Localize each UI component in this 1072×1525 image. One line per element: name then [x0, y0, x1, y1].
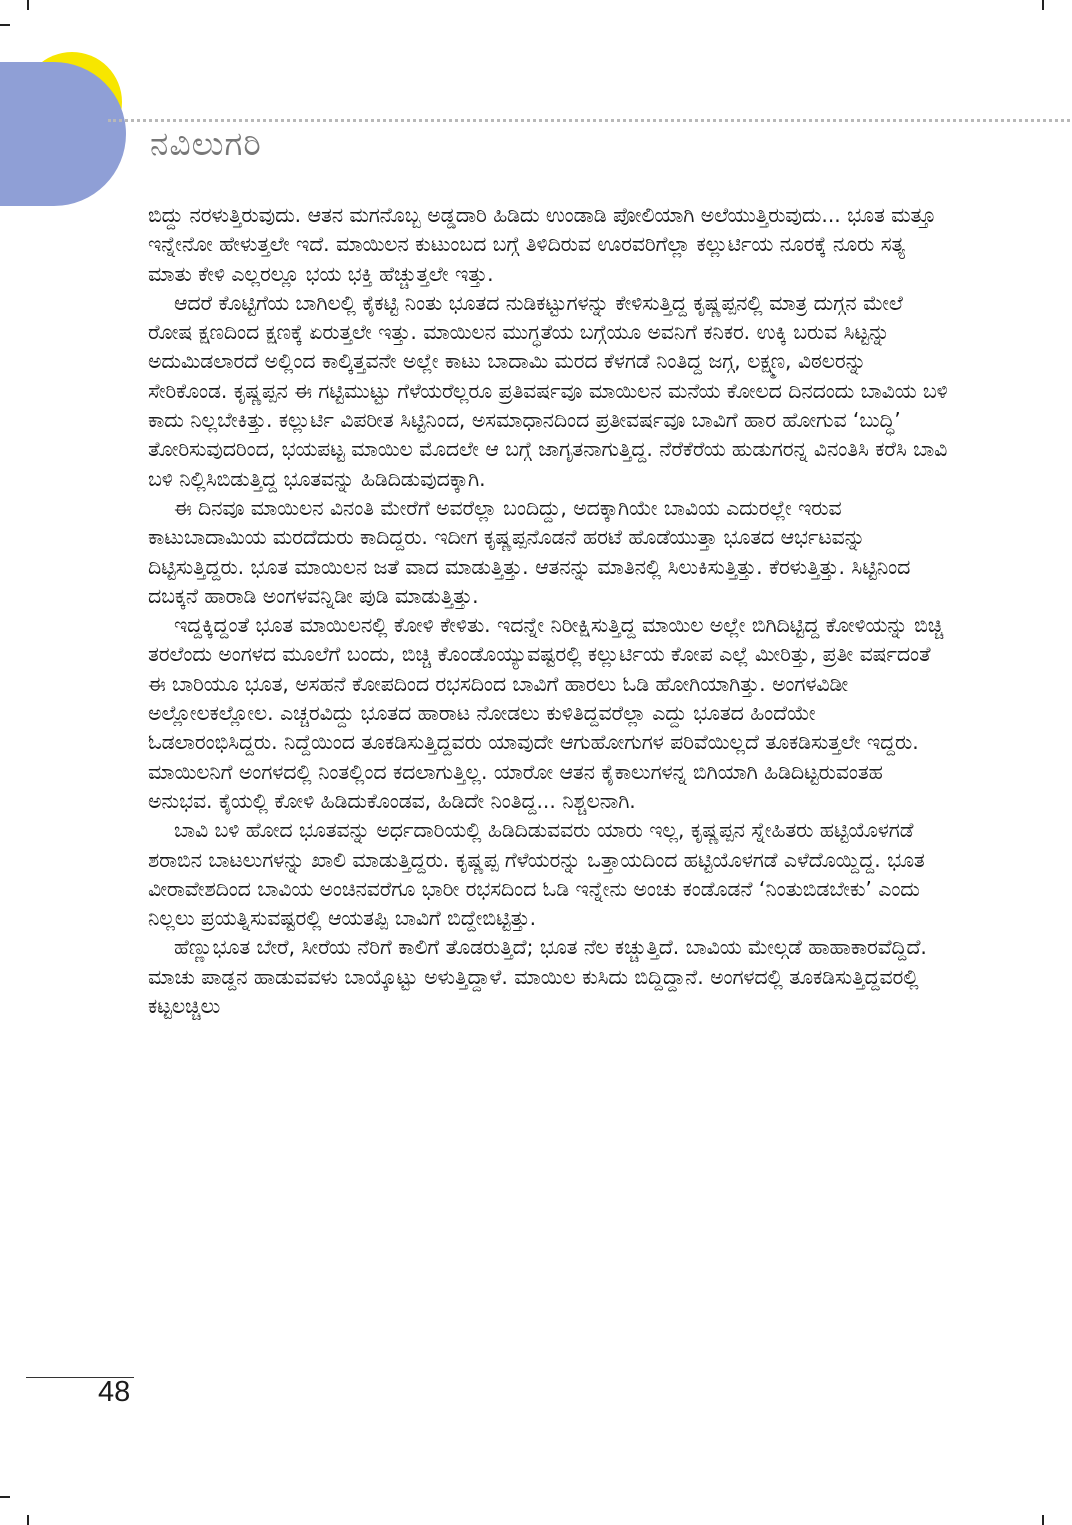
paragraph: ಈ ದಿನವೂ ಮಾಯಿಲನ ವಿನಂತಿ ಮೇರೆಗೆ ಅವರೆಲ್ಲಾ ಬಂದಿದ್ದು, ಅದಕ್ಕಾಗಿಯೇ ಬಾವಿಯ ಎದುರಲ್ಲೇ ಇರುವ ಕಾಟುಬಾದಾಮಿಯ ಮರದೆದುರು ಕಾದಿದ್ದರು. ಇದೀಗ ಕೃಷ್ಣಪ್ಪನೊಡನೆ ಹರಟೆ ಹೊಡೆಯುತ್ತಾ ಭೂತದ ಆರ್ಭಟವನ್ನು ದಿಟ್ಟಿಸುತ್ತಿದ್ದರು. ಭೂತ ಮಾಯಿಲನ ಜತೆ ವಾದ ಮಾಡುತ್ತಿತ್ತು. ಆತನನ್ನು ಮಾತಿನಲ್ಲಿ ಸಿಲುಕಿಸುತ್ತಿತ್ತು. ಕೆರಳುತ್ತಿತ್ತು. ಸಿಟ್ಟಿನಿಂದ ದಬಕ್ಕನೆ ಹಾರಾಡಿ ಅಂಗಳವನ್ನಿಡೀ ಪುಡಿ ಮಾಡುತ್ತಿತ್ತು. — [148, 495, 911, 608]
crop-mark-bottom-left-side — [0, 1496, 10, 1498]
paragraph: ಬಾವಿ ಬಳಿ ಹೋದ ಭೂತವನ್ನು ಅರ್ಧದಾರಿಯಲ್ಲಿ ಹಿಡಿದಿಡುವವರು ಯಾರು ಇಲ್ಲ, ಕೃಷ್ಣಪ್ಪನ ಸ್ನೇಹಿತರು ಹಟ್ಟಿಯೊಳಗಡೆ ಶರಾಬಿನ ಬಾಟಲುಗಳನ್ನು ಖಾಲಿ ಮಾಡುತ್ತಿದ್ದರು. ಕೃಷ್ಣಪ್ಪ ಗೆಳೆಯರನ್ನು ಒತ್ತಾಯದಿಂದ ಹಟ್ಟಿಯೊಳಗಡೆ ಎಳೆದೊಯ್ದಿದ್ದ. ಭೂತ ವೀರಾವೇಶದಿಂದ ಬಾವಿಯ ಅಂಚಿನವರೆಗೂ ಭಾರೀ ರಭಸದಿಂದ ಓಡಿ ಇನ್ನೇನು ಅಂಚು ಕಂಡೊಡನೆ ‘ನಿಂತುಬಿಡಬೇಕು’ ಎಂದು ನಿಲ್ಲಲು ಪ್ರಯತ್ನಿಸುವಷ್ಟರಲ್ಲಿ ಆಯತಪ್ಪಿ ಬಾವಿಗೆ ಬಿದ್ದೇಬಿಟ್ಟಿತ್ತು. — [148, 818, 925, 931]
body-text — [148, 201, 948, 1021]
paragraph: ಬಿದ್ದು ನರಳುತ್ತಿರುವುದು. ಆತನ ಮಗನೊಬ್ಬ ಅಡ್ಡದಾರಿ ಹಿಡಿದು ಉಂಡಾಡಿ ಪೋಲಿಯಾಗಿ ಅಲೆಯುತ್ತಿರುವುದು... ಭೂತ ಮತ್ತೂ ಇನ್ನೇನೋ ಹೇಳುತ್ತಲೇ ಇದೆ. ಮಾಯಿಲನ ಕುಟುಂಬದ ಬಗ್ಗೆ ತಿಳಿದಿರುವ ಊರವರಿಗೆಲ್ಲಾ ಕಲ್ಲುರ್ಟಿಯ ನೂರಕ್ಕೆ ನೂರು ಸತ್ಯ ಮಾತು ಕೇಳಿ ಎಲ್ಲರಲ್ಲೂ ಭಯ ಭಕ್ತಿ ಹೆಚ್ಚುತ್ತಲೇ ಇತ್ತು. — [148, 203, 936, 286]
paragraph: ಇದ್ದಕ್ಕಿದ್ದಂತೆ ಭೂತ ಮಾಯಿಲನಲ್ಲಿ ಕೋಳಿ ಕೇಳಿತು. ಇದನ್ನೇ ನಿರೀಕ್ಷಿಸುತ್ತಿದ್ದ ಮಾಯಿಲ ಅಲ್ಲೇ ಬಿಗಿದಿಟ್ಟಿದ್ದ ಕೋಳಿಯನ್ನು ಬಿಚ್ಚಿ ತರಲೆಂದು ಅಂಗಳದ ಮೂಲೆಗೆ ಬಂದು, ಬಿಚ್ಚಿ ಕೊಂಡೊಯ್ಯುವಷ್ಟರಲ್ಲಿ ಕಲ್ಲುರ್ಟಿಯ ಕೋಪ ಎಲ್ಲೆ ಮೀರಿತ್ತು, ಪ್ರತೀ ವರ್ಷದಂತೆ ಈ ಬಾರಿಯೂ ಭೂತ, ಅಸಹನೆ ಕೋಪದಿಂದ ರಭಸದಿಂದ ಬಾವಿಗೆ ಹಾರಲು ಓಡಿ ಹೋಗಿಯಾಗಿತ್ತು. ಅಂಗಳವಿಡೀ ಅಲ್ಲೋಲಕಲ್ಲೋಲ. ಎಚ್ಚರವಿದ್ದು ಭೂತದ ಹಾರಾಟ ನೋಡಲು ಕುಳಿತಿದ್ದವರೆಲ್ಲಾ ಎದ್ದು ಭೂತದ ಹಿಂದೆಯೇ ಓಡಲಾರಂಭಿಸಿದ್ದರು. ನಿದ್ದೆಯಿಂದ ತೂಕಡಿಸುತ್ತಿದ್ದವರು ಯಾವುದೇ ಆಗುಹೋಗುಗಳ ಪರಿವೆಯಿಲ್ಲದೆ ತೂಕಡಿಸುತ್ತಲೇ ಇದ್ದರು. ಮಾಯಿಲನಿಗೆ ಅಂಗಳದಲ್ಲಿ ನಿಂತಲ್ಲಿಂದ ಕದಲಾಗುತ್ತಿಲ್ಲ. ಯಾರೋ ಆತನ ಕೈಕಾಲುಗಳನ್ನ ಬಿಗಿಯಾಗಿ ಹಿಡಿದಿಟ್ಟರುವಂತಹ ಅನುಭವ. ಕೈಯಲ್ಲಿ ಕೋಳಿ ಹಿಡಿದುಕೊಂಡವ, ಹಿಡಿದೇ ನಿಂತಿದ್ದ... ನಿಶ್ಚಲನಾಗಿ. — [148, 613, 944, 813]
paragraph: ಆದರೆ ಕೊಟ್ಟಿಗೆಯ ಬಾಗಿಲಲ್ಲಿ ಕೈಕಟ್ಟಿ ನಿಂತು ಭೂತದ ನುಡಿಕಟ್ಟುಗಳನ್ನು ಕೇಳಿಸುತ್ತಿದ್ದ ಕೃಷ್ಣಪ್ಪನಲ್ಲಿ ಮಾತ್ರ ದುಗ್ಗನ ಮೇಲೆ ರೋಷ ಕ್ಷಣದಿಂದ ಕ್ಷಣಕ್ಕೆ ಏರುತ್ತಲೇ ಇತ್ತು. ಮಾಯಿಲನ ಮುಗ್ಧತೆಯ ಬಗ್ಗೆಯೂ ಅವನಿಗೆ ಕನಿಕರ. ಉಕ್ಕಿ ಬರುವ ಸಿಟ್ಟನ್ನು ಅದುಮಿಡಲಾರದೆ ಅಲ್ಲಿಂದ ಕಾಲ್ಕಿತ್ತವನೇ ಅಲ್ಲೇ ಕಾಟು ಬಾದಾಮಿ ಮರದ ಕೆಳಗಡೆ ನಿಂತಿದ್ದ ಜಗ್ಗ, ಲಕ್ಷ್ಮಣ, ವಿಠಲರನ್ನು ಸೇರಿಕೊಂಡ. ಕೃಷ್ಣಪ್ಪನ ಈ ಗಟ್ಟಿಮುಟ್ಟು ಗೆಳೆಯರೆಲ್ಲರೂ ಪ್ರತಿವರ್ಷವೂ ಮಾಯಿಲನ ಮನೆಯ ಕೋಲದ ದಿನದಂದು ಬಾವಿಯ ಬಳಿ ಕಾದು ನಿಲ್ಲಬೇಕಿತ್ತು. ಕಲ್ಲುರ್ಟಿ ವಿಪರೀತ ಸಿಟ್ಟಿನಿಂದ, ಅಸಮಾಧಾನದಿಂದ ಪ್ರತೀವರ್ಷವೂ ಬಾವಿಗೆ ಹಾರ ಹೋಗುವ ‘ಬುದ್ಧಿ’ ತೋರಿಸುವುದರಿಂದ, ಭಯಪಟ್ಟ ಮಾಯಿಲ ಮೊದಲೇ ಆ ಬಗ್ಗೆ ಜಾಗೃತನಾಗುತ್ತಿದ್ದ. ನೆರೆಕೆರೆಯ ಹುಡುಗರನ್ನ ವಿನಂತಿಸಿ ಕರೆಸಿ ಬಾವಿ ಬಳಿ ನಿಲ್ಲಿಸಿಬಿಡುತ್ತಿದ್ದ ಭೂತವನ್ನು ಹಿಡಿದಿಡುವುದಕ್ಕಾಗಿ. — [148, 290, 948, 491]
header-dotted-rule — [108, 119, 1070, 122]
paragraph: ಹೆಣ್ಣುಭೂತ ಬೇರೆ, ಸೀರೆಯ ನೆರಿಗೆ ಕಾಲಿಗೆ ತೊಡರುತ್ತಿದೆ; ಭೂತ ನೆಲ ಕಚ್ಚುತ್ತಿದೆ. ಬಾವಿಯ ಮೇಲ್ಗಡೆ ಹಾಹಾಕಾರವೆದ್ದಿದೆ. ಮಾಚು ಪಾಡ್ದನ ಹಾಡುವವಳು ಬಾಯ್ಕೊಟ್ಟು ಅಳುತ್ತಿದ್ದಾಳೆ. ಮಾಯಿಲ ಕುಸಿದು ಬಿದ್ದಿದ್ದಾನೆ. ಅಂಗಳದಲ್ಲಿ ತೂಕಡಿಸುತ್ತಿದ್ದವರಲ್ಲಿ ಕಟ್ಟಲಚ್ಚಿಲು — [148, 935, 927, 1019]
crop-mark-bottom-left — [27, 1515, 29, 1525]
running-header-title: ನವಿಲುಗರಿ — [150, 124, 262, 163]
page-number: 48 — [98, 1376, 131, 1408]
crop-mark-top-right — [1042, 0, 1044, 10]
crop-mark-top-left-side — [0, 24, 10, 26]
crop-mark-top-left — [27, 0, 29, 10]
crop-mark-bottom-right — [1042, 1515, 1044, 1525]
